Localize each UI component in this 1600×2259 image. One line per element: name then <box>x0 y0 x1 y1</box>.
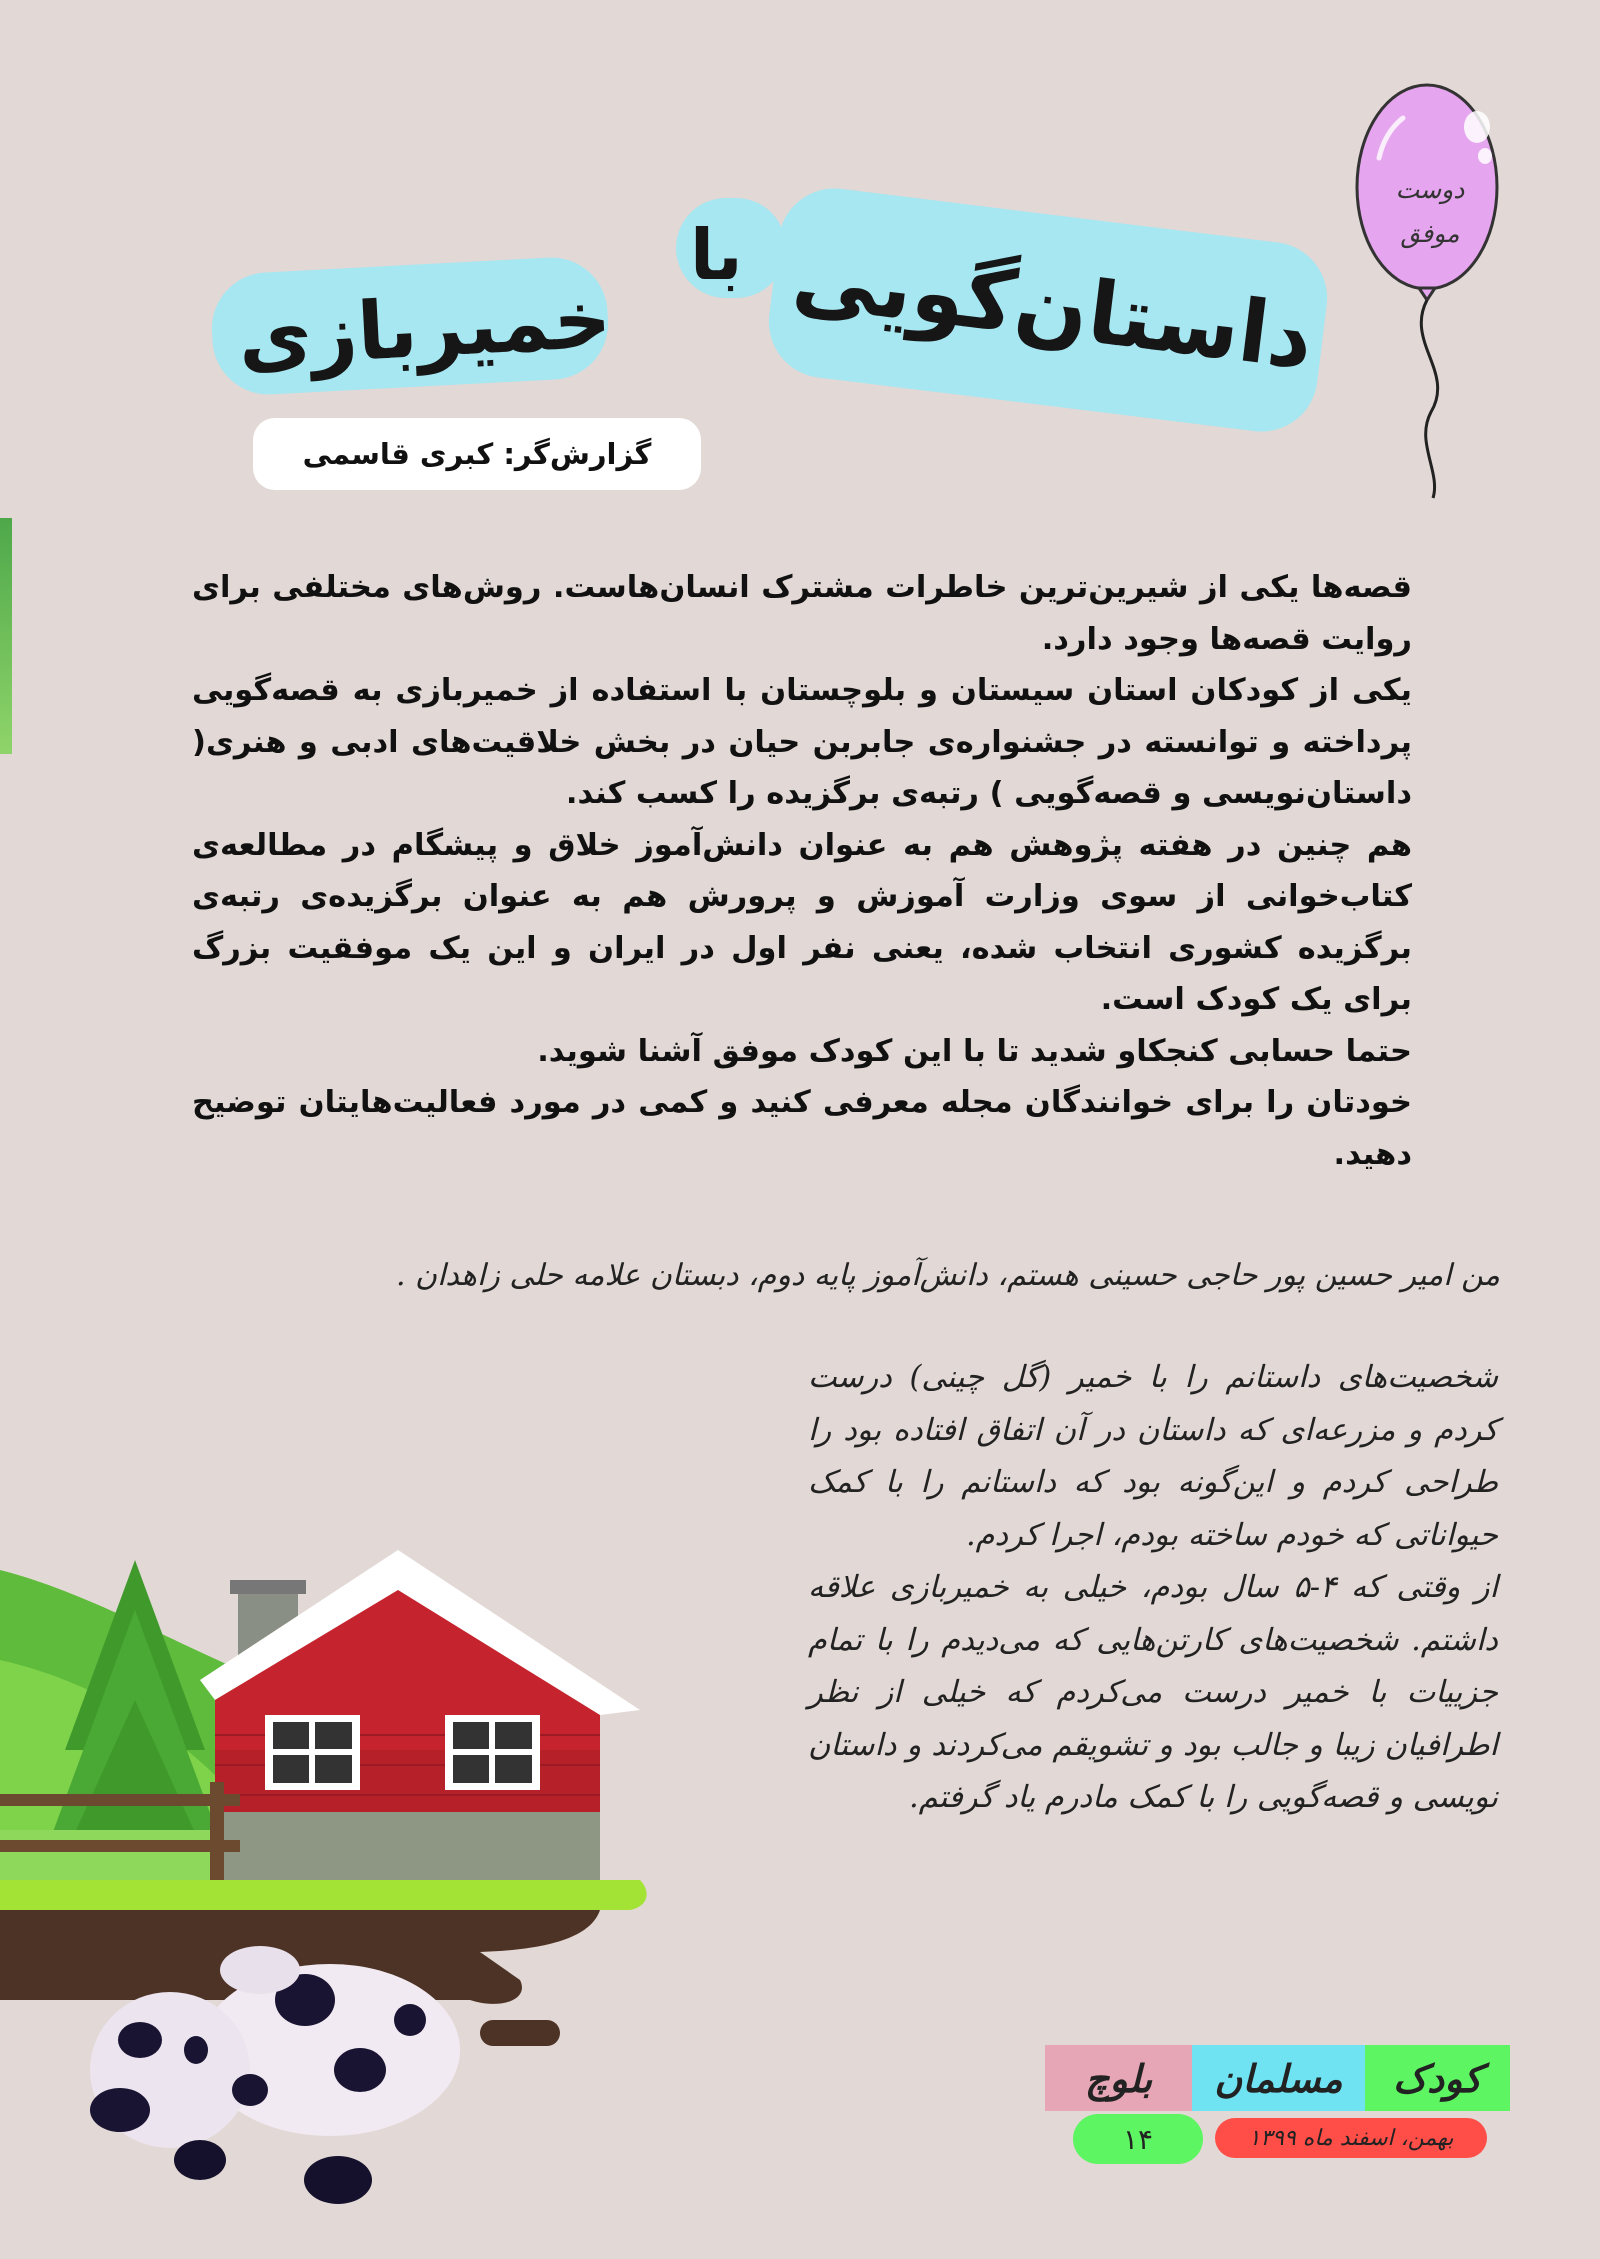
intro-text <box>192 562 1412 1180</box>
mast-baluch: بلوچ <box>1045 2045 1192 2111</box>
intro-paragraph: هم چنین در هفته پژوهش هم به عنوان دانش‌آموز خلاق و پیشگام در مطالعه‌ی کتاب‌خوانی از سوی وزارت آموزش و پرورش هم به عنوان برگزیده‌ی رتبه‌ی برگزیده کشوری انتخاب شده، یعنی نفر اول در ایران و این یک موفقیت بزرگ برای یک کودک است. <box>192 827 1412 1017</box>
balloon-label-line1: دوست <box>1395 175 1465 204</box>
balloon-label-line2: موفق <box>1400 219 1460 248</box>
title-word-1: داستان‌گویی <box>787 226 1319 390</box>
issue-date: بهمن، اسفند ماه ۱۳۹۹ <box>1215 2118 1487 2158</box>
edge-image-sliver <box>0 518 12 754</box>
story-paragraph: شخصیت‌های داستانم را با خمیر (گل چینی) درست کردم و مزرعه‌ای که داستان در آن اتفاق افتاده بود را طراحی کردم و این‌گونه بود که داستانم را با کمک حیواناتی که خودم ساخته بودم، اجرا کردم. <box>808 1360 1498 1553</box>
intro-paragraph: یکی از کودکان استان سیستان و بلوچستان با استفاده از خمیربازی به قصه‌گویی پرداخته و توانسته در جشنواره‌ی جابربن حیان در بخش خلاقیت‌های ادبی و هنری( داستان‌نویسی و قصه‌گویی ) رتبه‌ی برگزیده را کسب کند. <box>192 673 1412 811</box>
mast-mosalman: مسلمان <box>1192 2045 1365 2111</box>
title-word-2: با <box>690 214 743 296</box>
reporter-credit: گزارش‌گر: کبری قاسمی <box>253 418 701 490</box>
intro-paragraph: حتما حسابی کنجکاو شدید تا با این کودک موفق آشنا شوید. <box>537 1033 1412 1069</box>
balloon-label <box>1376 168 1484 256</box>
page-number: ۱۴ <box>1073 2114 1203 2164</box>
intro-paragraph: خودتان را برای خوانندگان مجله معرفی کنید و کمی در مورد فعالیت‌هایتان توضیح دهید. <box>192 1085 1412 1172</box>
story-paragraph: از وقتی که ۴-۵ سال بودم، خیلی به خمیربازی علاقه داشتم. شخصیت‌های کارتن‌هایی که می‌دیدم را با تمام جزییات با خمیر درست می‌کردم که خیلی از نظر اطرافیان زیبا و جالب بود و تشویقم می‌کردند و داستان نویسی و قصه‌گویی را با کمک مادرم یاد گرفتم. <box>808 1570 1498 1815</box>
child-story <box>808 1352 1498 1825</box>
title-word-3: خمیربازی <box>235 272 614 385</box>
mast-kudak: کودک <box>1365 2045 1510 2111</box>
intro-paragraph: قصه‌ها یکی از شیرین‌ترین خاطرات مشترک انسان‌هاست. روش‌های مختلفی برای روایت قصه‌ها وجود دارد. <box>192 570 1412 657</box>
child-intro: من امیر حسین پور حاجی حسینی هستم، دانش‌آموز پایه دوم، دبستان علامه حلی زاهدان . <box>395 1258 1500 1293</box>
balloon-illustration <box>1345 62 1525 502</box>
farm-illustration <box>0 1550 660 2259</box>
